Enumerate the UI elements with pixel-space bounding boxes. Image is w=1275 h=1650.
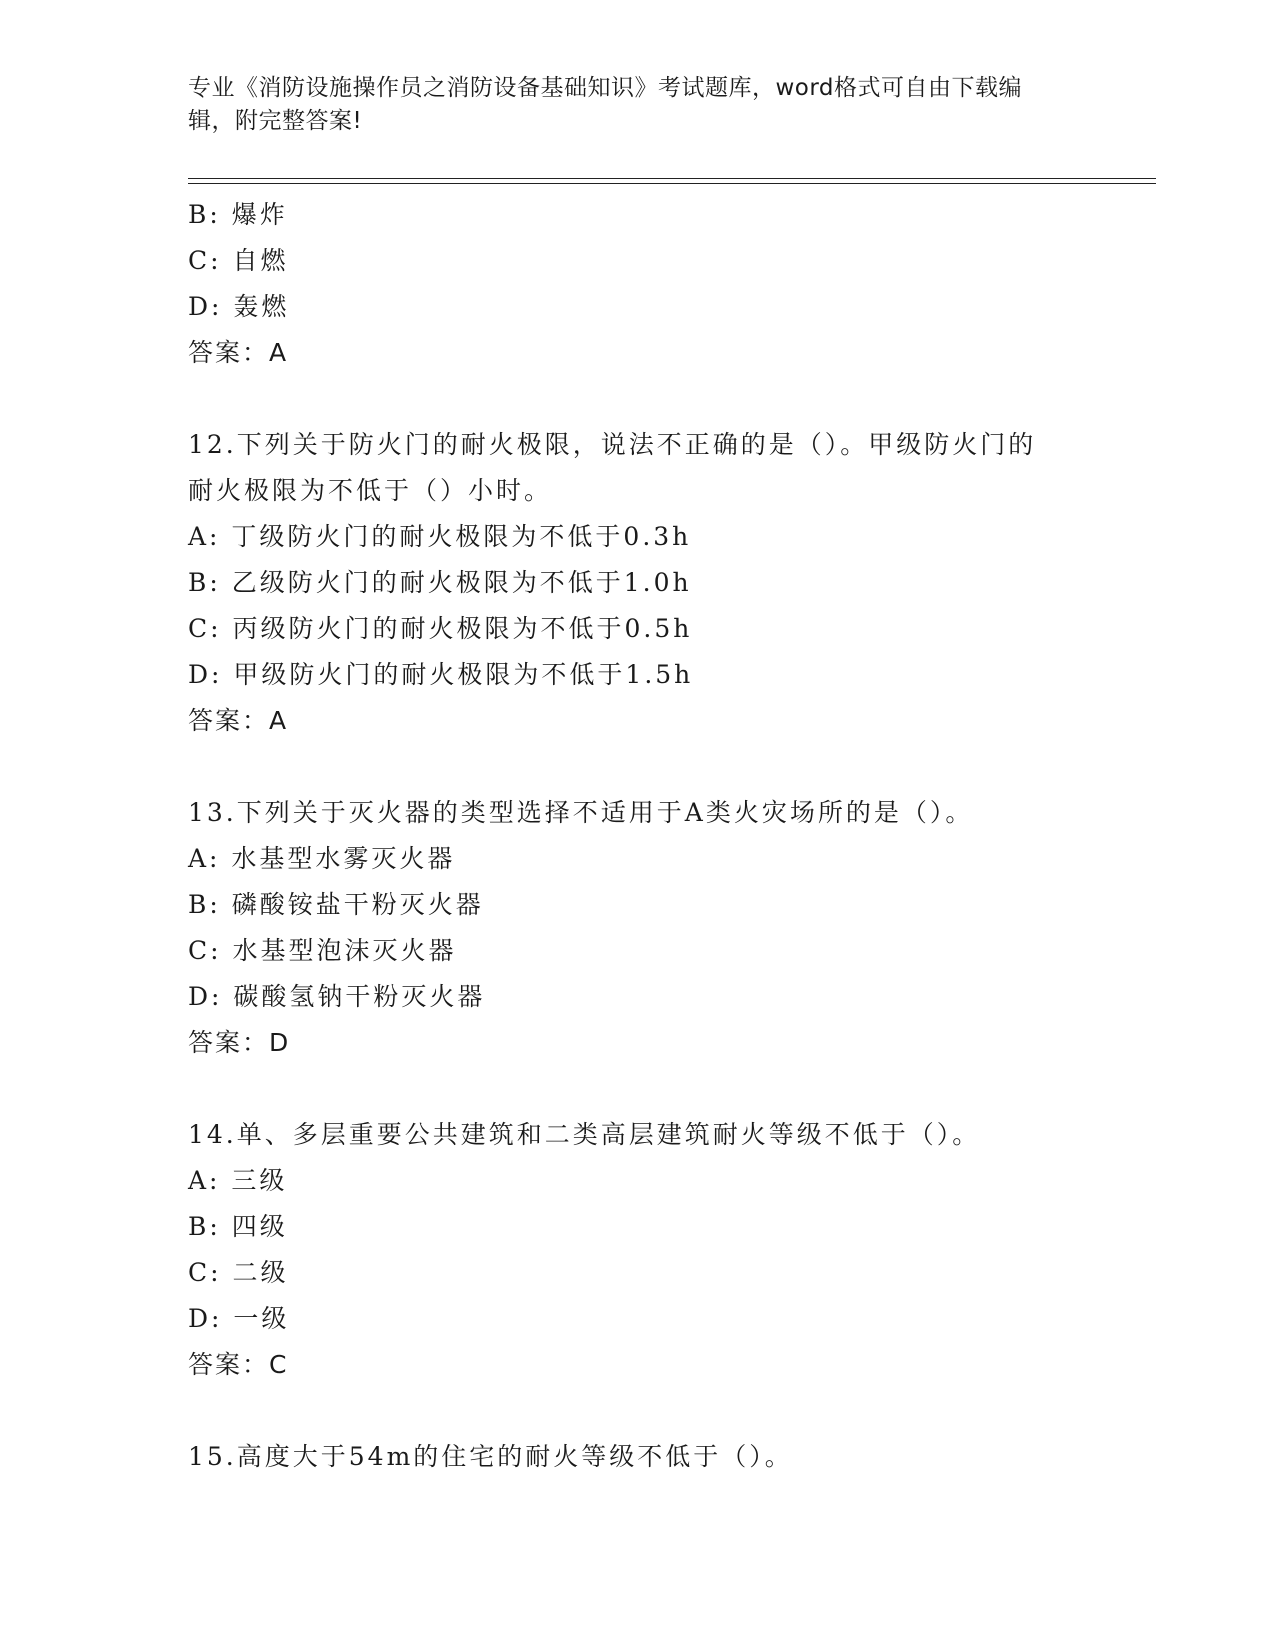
option-a: A: 三级 xyxy=(188,1166,288,1195)
option-d: D: 轰燃 xyxy=(188,292,290,321)
header-line-1: 专业《消防设施操作员之消防设备基础知识》考试题库，word格式可自由下载编 xyxy=(188,75,1023,101)
header-line-2: 辑，附完整答案! xyxy=(188,108,363,134)
answer-label: 答案：A xyxy=(188,706,289,735)
question-13 xyxy=(188,790,1128,1066)
option-a: A: 丁级防火门的耐火极限为不低于0.3h xyxy=(188,522,692,551)
question-15 xyxy=(188,1434,1128,1480)
option-c: C: 水基型泡沫灭火器 xyxy=(188,936,457,965)
header-divider-top xyxy=(188,178,1156,179)
option-d: D: 碳酸氢钠干粉灭火器 xyxy=(188,982,486,1011)
question-text: 15.高度大于54m的住宅的耐火等级不低于（）。 xyxy=(188,1442,793,1471)
option-b: B: 乙级防火门的耐火极限为不低于1.0h xyxy=(188,568,692,597)
option-b: B: 磷酸铵盐干粉灭火器 xyxy=(188,890,484,919)
question-text-continued: 耐火极限为不低于（）小时。 xyxy=(188,476,553,505)
question-text: 14.单、多层重要公共建筑和二类高层建筑耐火等级不低于（）。 xyxy=(188,1120,981,1149)
option-c: C: 丙级防火门的耐火极限为不低于0.5h xyxy=(188,614,693,643)
question-text: 13.下列关于灭火器的类型选择不适用于A类火灾场所的是（）。 xyxy=(188,798,974,827)
answer-label: 答案：A xyxy=(188,338,289,367)
spacer xyxy=(188,744,1128,790)
question-11 xyxy=(188,192,1128,376)
option-d: D: 一级 xyxy=(188,1304,290,1333)
answer-label: 答案：D xyxy=(188,1028,291,1057)
option-d: D: 甲级防火门的耐火极限为不低于1.5h xyxy=(188,660,694,689)
answer-label: 答案：C xyxy=(188,1350,289,1379)
option-c: C: 自燃 xyxy=(188,246,289,275)
option-b: B: 四级 xyxy=(188,1212,288,1241)
spacer xyxy=(188,1388,1128,1434)
spacer xyxy=(188,376,1128,422)
question-12 xyxy=(188,422,1128,744)
question-list xyxy=(188,192,1128,1480)
header-divider-bottom xyxy=(188,183,1156,184)
option-a: A: 水基型水雾灭火器 xyxy=(188,844,456,873)
question-text: 12.下列关于防火门的耐火极限，说法不正确的是（）。甲级防火门的 xyxy=(188,430,1037,459)
option-c: C: 二级 xyxy=(188,1258,289,1287)
spacer xyxy=(188,1066,1128,1112)
option-b: B: 爆炸 xyxy=(188,200,288,229)
question-14 xyxy=(188,1112,1128,1388)
document-header xyxy=(188,72,1078,138)
